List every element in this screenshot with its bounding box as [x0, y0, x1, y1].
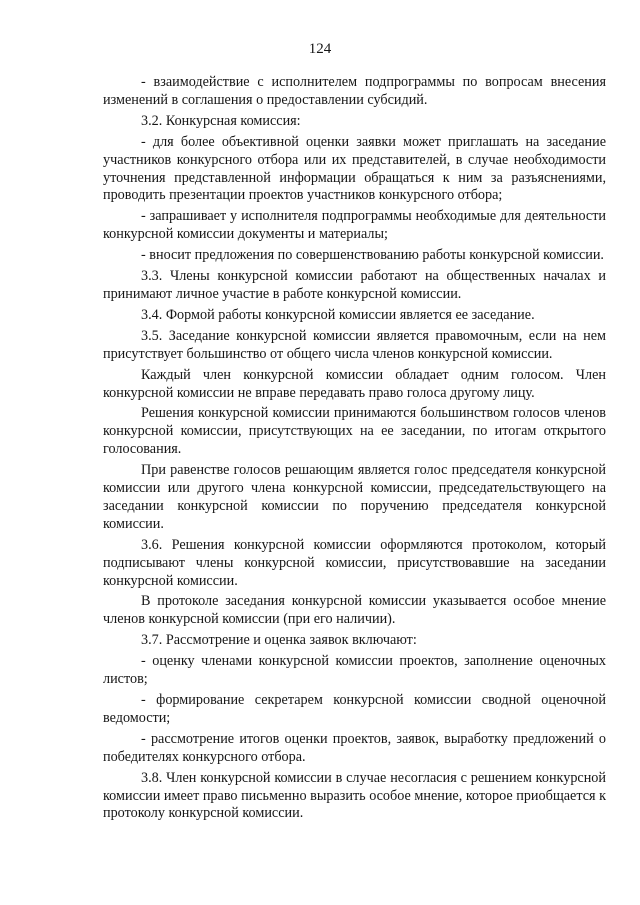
paragraph: - запрашивает у исполнителя подпрограммы необходимые для деятельности конкурсной комиссии документы и материалы; [103, 208, 606, 243]
paragraph: - для более объективной оценки заявки может приглашать на заседание участников конкурсного отбора или их представителей, в случае необходимости уточнения представленной информации обращаться к ним за разъяснениями, проводить презентации проектов участников конкурсного отбора; [103, 133, 606, 204]
paragraph: 3.4. Формой работы конкурсной комиссии является ее заседание. [141, 306, 535, 323]
section-heading: 3.7. Рассмотрение и оценка заявок включают: [141, 632, 417, 649]
paragraph: 3.3. Члены конкурсной комиссии работают на общественных началах и принимают личное участие в работе конкурсной комиссии. [103, 268, 606, 302]
paragraph: - формирование секретарем конкурсной комиссии сводной оценочной ведомости; [103, 692, 606, 726]
section-heading: 3.2. Конкурсная комиссия: [141, 112, 301, 129]
paragraph: - рассмотрение итогов оценки проектов, заявок, выработку предложений о победителях конкурсного отбора. [103, 730, 606, 765]
page-number: 124 [308, 41, 332, 57]
paragraph: В протоколе заседания конкурсной комиссии указывается особое мнение членов конкурсной комиссии (при его наличии). [103, 593, 606, 628]
paragraph: 3.5. Заседание конкурсной комиссии является правомочным, если на нем присутствует большинство от общего числа членов конкурсной комиссии. [103, 327, 606, 362]
paragraph: Каждый член конкурсной комиссии обладает одним голосом. Член конкурсной комиссии не вправе передавать право голоса другому лицу. [103, 366, 606, 401]
paragraph: - взаимодействие с исполнителем подпрограммы по вопросам внесения изменений в соглашения о предоставлении субсидий. [103, 74, 606, 108]
paragraph: Решения конкурсной комиссии принимаются большинством голосов членов конкурсной комиссии, присутствующих на ее заседании, по итогам открытого голосования. [103, 405, 606, 458]
paragraph: При равенстве голосов решающим является голос председателя конкурсной комиссии или другого члена конкурсной комиссии, председательствующего на заседании конкурсной комиссии по поручению председателя конкурсной комиссии. [103, 462, 606, 532]
document-body [103, 74, 606, 826]
paragraph: - оценку членами конкурсной комиссии проектов, заполнение оценочных листов; [103, 653, 606, 688]
paragraph: 3.6. Решения конкурсной комиссии оформляются протоколом, который подписывают члены конкурсной комиссии, присутствовавшие на заседании конкурсной комиссии. [103, 536, 606, 589]
paragraph: 3.8. Член конкурсной комиссии в случае несогласия с решением конкурсной комиссии имеет право письменно выразить особое мнение, которое приобщается к протоколу конкурсной комиссии. [103, 769, 606, 822]
paragraph: - вносит предложения по совершенствованию работы конкурсной комиссии. [141, 247, 604, 264]
